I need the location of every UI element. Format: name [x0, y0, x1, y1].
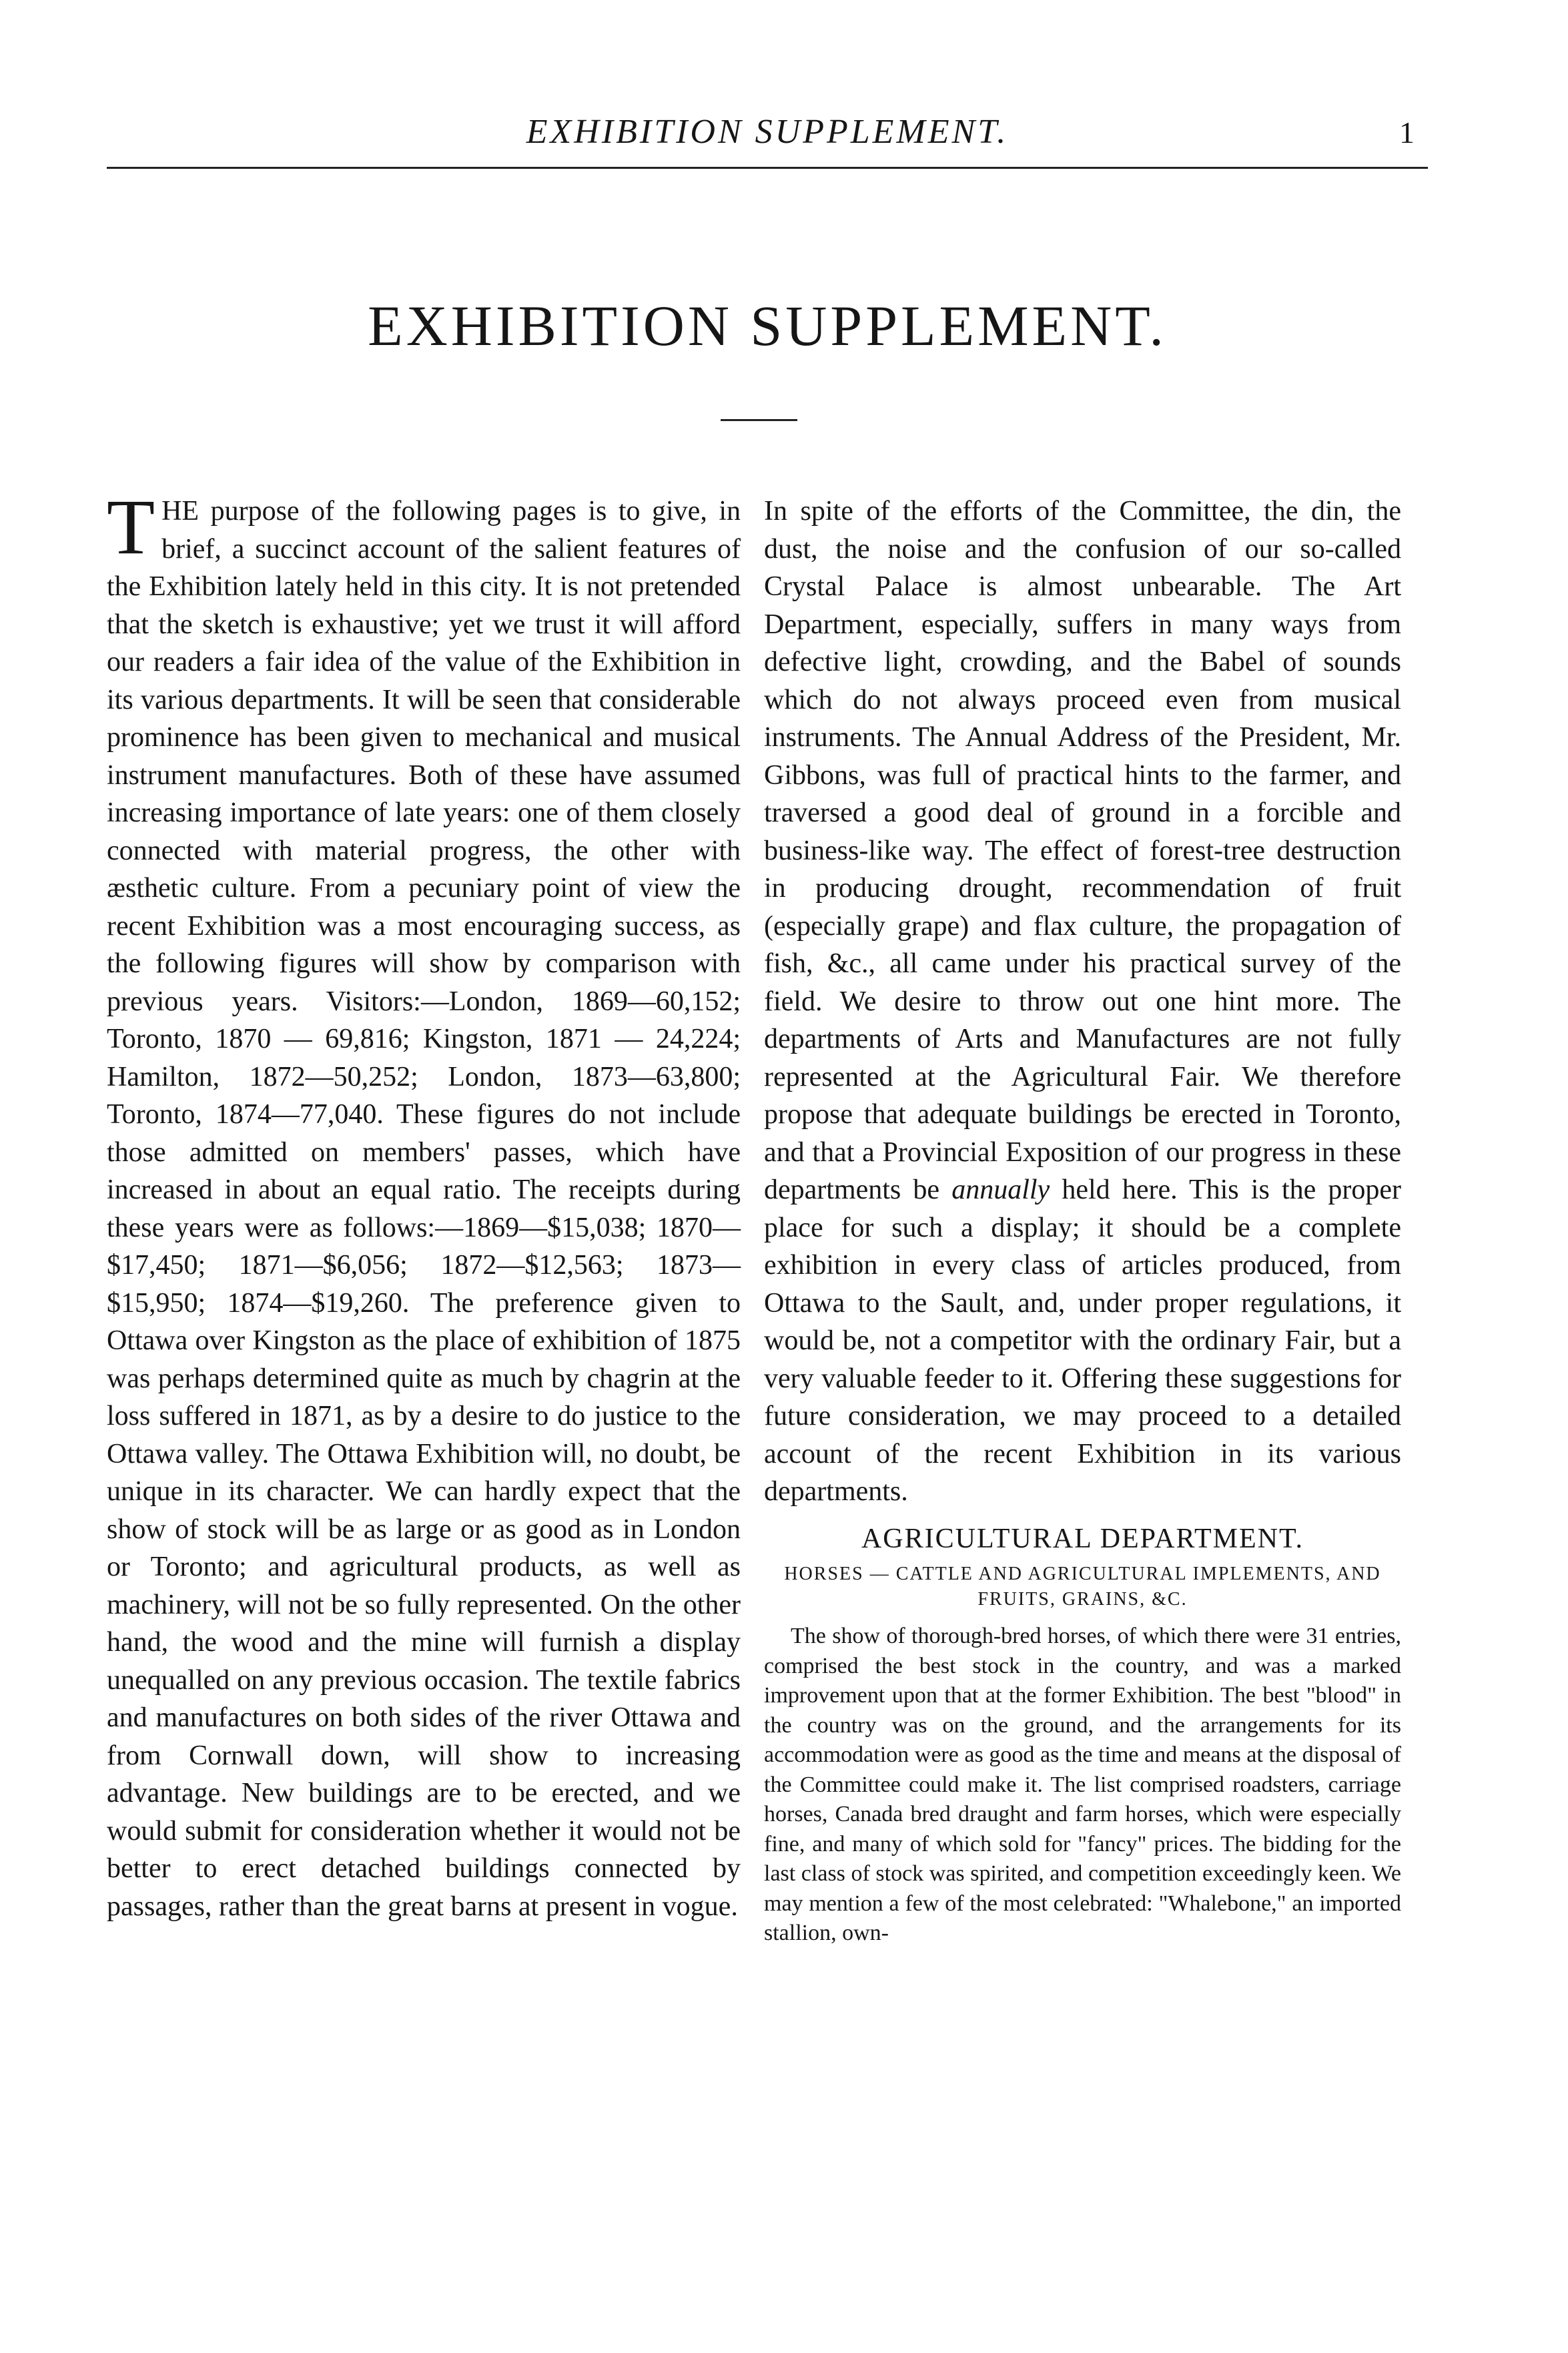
right-text-part-2: held here. This is the proper place for such a display; it should be a complete exhibition in every class of articles produced, from Ottawa to the Sault, and, under proper regulations, it would be, not a competitor with the ordinary Fair, but a very valuable feeder to it. Offering these suggestions for future consideration, we may proceed to a detailed account of the recent Exhibition in its various departments.	[764, 1174, 1402, 1507]
running-head-title: EXHIBITION SUPPLEMENT.	[526, 113, 1009, 151]
page-number: 1	[1399, 115, 1415, 149]
italic-annually: annually	[951, 1174, 1050, 1205]
title-rule	[721, 419, 797, 421]
drop-cap: T	[107, 483, 155, 571]
right-column	[764, 492, 1401, 1949]
page-title: EXHIBITION SUPPLEMENT.	[368, 294, 1167, 358]
right-paragraph	[764, 492, 1401, 1511]
right-text-part-1: In spite of the efforts of the Committee, the din, the dust, the noise and the confusion of our so-called Crystal Palace is almost unbearable. The Art Department, especially, suffers in many ways from defective light, crowding, and the Babel of sounds which do not always proceed even from musical instruments. The Annual Address of the President, Mr. Gibbons, was full of practical hints to the farmer, and traversed a good deal of ground in a forcible and business-like way. The effect of forest-tree destruction in producing drought, recommendation of fruit (especially grape) and flax culture, the propagation of fish, &c., all came under his practical survey of the field. We desire to throw out one hint more. The departments of Arts and Manufactures are not fully represented at the Agricultural Fair. We therefore propose that adequate buildings be erected in Toronto, and that a Provincial Exposition of our progress in these departments be	[764, 496, 1401, 1205]
intro-paragraph	[107, 483, 741, 1925]
left-column-text: HE purpose of the following pages is to give, in brief, a succinct account of the salient features of the Exhibition lately held in this city. It is not pretended that the sketch is exhaustive; yet we trust it will afford our readers a fair idea of the value of the Exhibition in its various departments. It will be seen that considerable prominence has been given to mechanical and musical instrument manufactures. Both of these have assumed increasing importance of late years: one of them closely connected with material progress, the other with æsthetic culture. From a pecuniary point of view the recent Exhibition was a most encouraging success, as the following figures will show by comparison with previous years. Visitors:—London, 1869—60,152; Toronto, 1870 — 69,816; Kingston, 1871 — 24,224; Hamilton, 1872—50,252; London, 1873—63,800; Toronto, 1874—77,040. These figures do not include those admitted on members' passes, which have increased in about an equal ratio. The receipts during these years were as follows:—1869—$15,038; 1870—$17,450; 1871—$6,056; 1872—$12,563; 1873—$15,950; 1874—$19,260. The preference given to Ottawa over Kingston as the place of exhibition of 1875 was perhaps determined quite as much by chagrin at the loss suffered in 1871, as by a desire to do justice to the Ottawa valley. The Ottawa Exhibition will, no doubt, be unique in its character. We can hardly expect that the show of stock will be as large or as good as in London or Toronto; and agricultural products, as well as machinery, will not be so fully represented. On the other hand, the wood and the mine will furnish a display unequalled on any previous occasion. The textile fabrics and manufactures on both sides of the river Ottawa and from Cornwall down, will show to increasing advantage. New buildings are to be erected, and we would submit for consideration whether it would not be better to erect detached buildings connected by passages, rather than the great barns at present in vogue.	[107, 496, 741, 1922]
section-heading: AGRICULTURAL DEPARTMENT.	[861, 1523, 1304, 1554]
sub-heading: HORSES — CATTLE AND AGRICULTURAL IMPLEMENTS, AND FRUITS, GRAINS, &C.	[784, 1564, 1381, 1610]
horses-paragraph: The show of thorough-bred horses, of which there were 31 entries, comprised the best stock in the country, and was a marked improvement upon that at the former Exhibition. The best "blood" in the country was on the ground, and the arrangements for its accommodation were as good as the time and means at the disposal of the Committee could make it. The list comprised roadsters, carriage horses, Canada bred draught and farm horses, which were especially fine, and many of which sold for "fancy" prices. The bidding for the last class of stock was spirited, and competition exceedingly keen. We may mention a few of the most celebrated: "Whalebone," an imported stallion, own-	[764, 1624, 1401, 1945]
left-column	[107, 483, 741, 1925]
running-head	[107, 107, 1428, 169]
